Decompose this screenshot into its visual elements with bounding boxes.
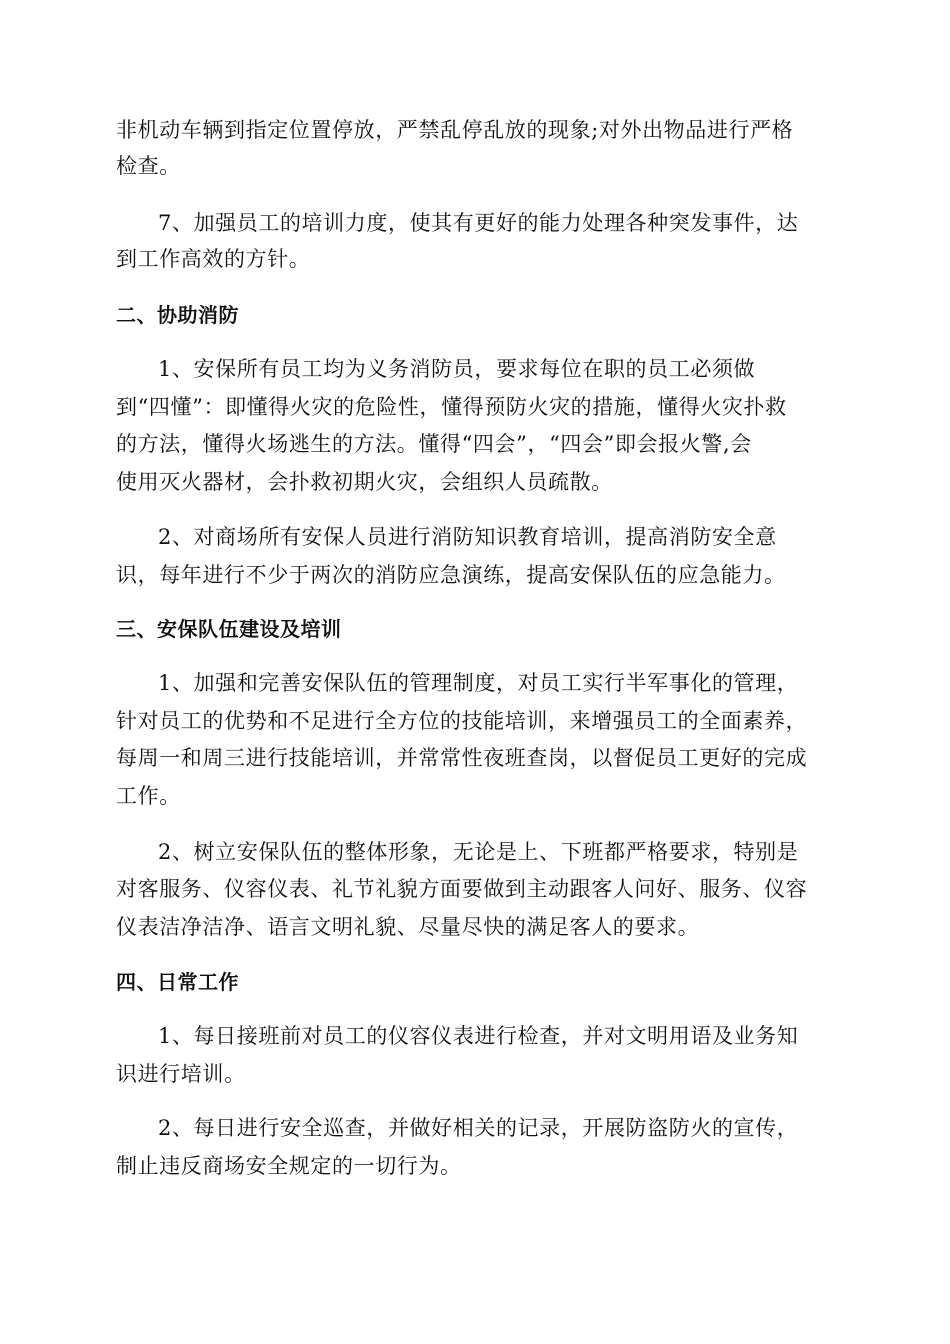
paragraph-line: 仪表洁净洁净、语言文明礼貌、尽量尽快的满足客人的要求。 <box>116 915 700 939</box>
paragraph-line: 到“四懂”：即懂得火灾的危险性，懂得预防火灾的措施，懂得火灾扑救 <box>116 395 787 419</box>
paragraph-line: 检查。 <box>116 154 181 178</box>
paragraph-line: 2、对商场所有安保人员进行消防知识教育培训，提高消防安全意 <box>158 525 777 549</box>
paragraph-line: 到工作高效的方针。 <box>116 247 311 271</box>
paragraph-line: 对客服务、仪容仪表、礼节礼貌方面要做到主动跟客人问好、服务、仪容 <box>116 877 808 901</box>
section-heading: 三、安保队伍建设及培训 <box>116 617 342 641</box>
paragraph-line: 1、加强和完善安保队伍的管理制度，对员工实行半军事化的管理， <box>158 671 799 695</box>
paragraph-line: 1、每日接班前对员工的仪容仪表进行检查，并对文明用语及业务知 <box>158 1024 799 1048</box>
paragraph-line: 7、加强员工的培训力度，使其有更好的能力处理各种突发事件，达 <box>158 211 799 235</box>
section-heading: 二、协助消防 <box>116 303 239 327</box>
paragraph-line: 识进行培训。 <box>116 1062 246 1086</box>
paragraph-line: 识，每年进行不少于两次的消防应急演练，提高安保队伍的应急能力。 <box>116 563 786 587</box>
paragraph-line: 针对员工的优势和不足进行全方位的技能培训，来增强员工的全面素养， <box>116 709 808 733</box>
paragraph-line: 2、每日进行安全巡查，并做好相关的记录，开展防盗防火的宣传， <box>158 1116 799 1140</box>
paragraph-line: 制止违反商场安全规定的一切行为。 <box>116 1154 462 1178</box>
paragraph-line: 2、树立安保队伍的整体形象，无论是上、下班都严格要求，特别是 <box>158 840 799 864</box>
section-heading: 四、日常工作 <box>116 970 239 994</box>
paragraph-line: 的方法，懂得火场逃生的方法。懂得“四会”，“四会”即会报火警,会 <box>116 432 752 456</box>
paragraph-line: 每周一和周三进行技能培训，并常常性夜班查岗，以督促员工更好的完成 <box>116 746 808 770</box>
paragraph-line: 非机动车辆到指定位置停放，严禁乱停乱放的现象;对外出物品进行严格 <box>116 118 794 142</box>
paragraph-line: 使用灭火器材，会扑救初期火灾，会组织人员疏散。 <box>116 470 613 494</box>
paragraph-line: 工作。 <box>116 784 181 808</box>
paragraph-line: 1、安保所有员工均为义务消防员，要求每位在职的员工必须做 <box>158 357 756 381</box>
